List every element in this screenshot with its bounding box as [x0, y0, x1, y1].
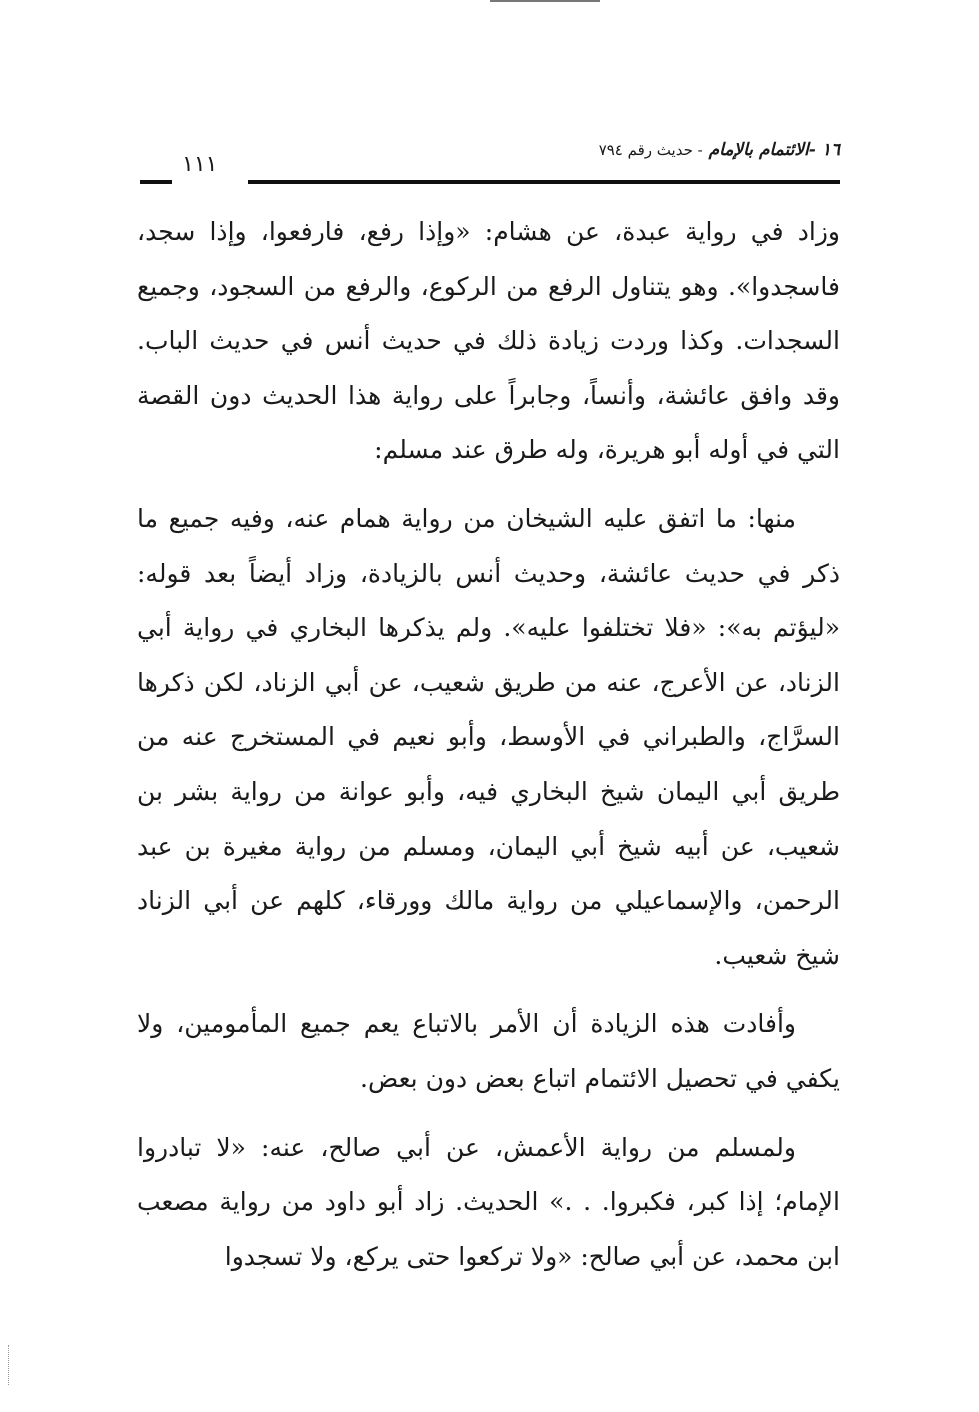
- paragraph-1: وزاد في رواية عبدة، عن هشام: «وإذا رفع، فارفعوا، وإذا سجد، فاسجدوا». وهو يتناول الرفع من الركوع، والرفع من السجود، وجميع السجدات. وكذا وردت زيادة ذلك في حديث أنس في حديث الباب. وقد وافق عائشة، وأنساً، وجابراً على رواية هذا الحديث دون القصة التي في أوله أبو هريرة، وله طرق عند مسلم:: [137, 217, 840, 465]
- paragraph-4: ولمسلم من رواية الأعمش، عن أبي صالح، عنه: «لا تبادروا الإمام؛ إذا كبر، فكبروا. . .» الحديث. زاد أبو داود من رواية مصعب ابن محمد، عن أبي صالح: «ولا تركعوا حتى يركع، ولا تسجدوا: [137, 1132, 840, 1271]
- header-rule: [248, 180, 840, 184]
- paragraph-2: منها: ما اتفق عليه الشيخان من رواية همام عنه، وفيه جميع ما ذكر في حديث عائشة، وحديث أنس بالزيادة، وزاد أيضاً بعد قوله: «ليؤتم به»: «فلا تختلفوا عليه». ولم يذكرها البخاري في رواية أبي الزناد، عن الأعرج، عنه من طريق شعيب، عن أبي الزناد، لكن ذكرها السرَّاج، والطبراني في الأوسط، وأبو نعيم في المستخرج عنه من طريق أبي اليمان شيخ البخاري فيه، وأبو عوانة من رواية بشر بن شعيب، عن أبيه شيخ أبي اليمان، ومسلم من رواية مغيرة بن عبد الرحمن، والإسماعيلي من رواية مالك وورقاء، كلهم عن أبي الزناد شيخ شعيب.: [137, 503, 840, 970]
- margin-scan-mark: [8, 1345, 11, 1385]
- page-body: [137, 205, 840, 1298]
- running-header: [140, 140, 840, 180]
- chapter-heading: [599, 140, 840, 160]
- page-number-dash: [140, 180, 172, 184]
- page-number: ١١١: [182, 152, 218, 177]
- top-edge-mark: [490, 0, 600, 2]
- hadith-reference: - حديث رقم ٧٩٤: [598, 141, 703, 159]
- paragraph-3: وأفادت هذه الزيادة أن الأمر بالاتباع يعم جميع المأمومين، ولا يكفي في تحصيل الائتمام اتباع بعض دون بعض.: [137, 1009, 840, 1093]
- chapter-title: ١٦ -الائتمام بالإمام: [708, 140, 840, 160]
